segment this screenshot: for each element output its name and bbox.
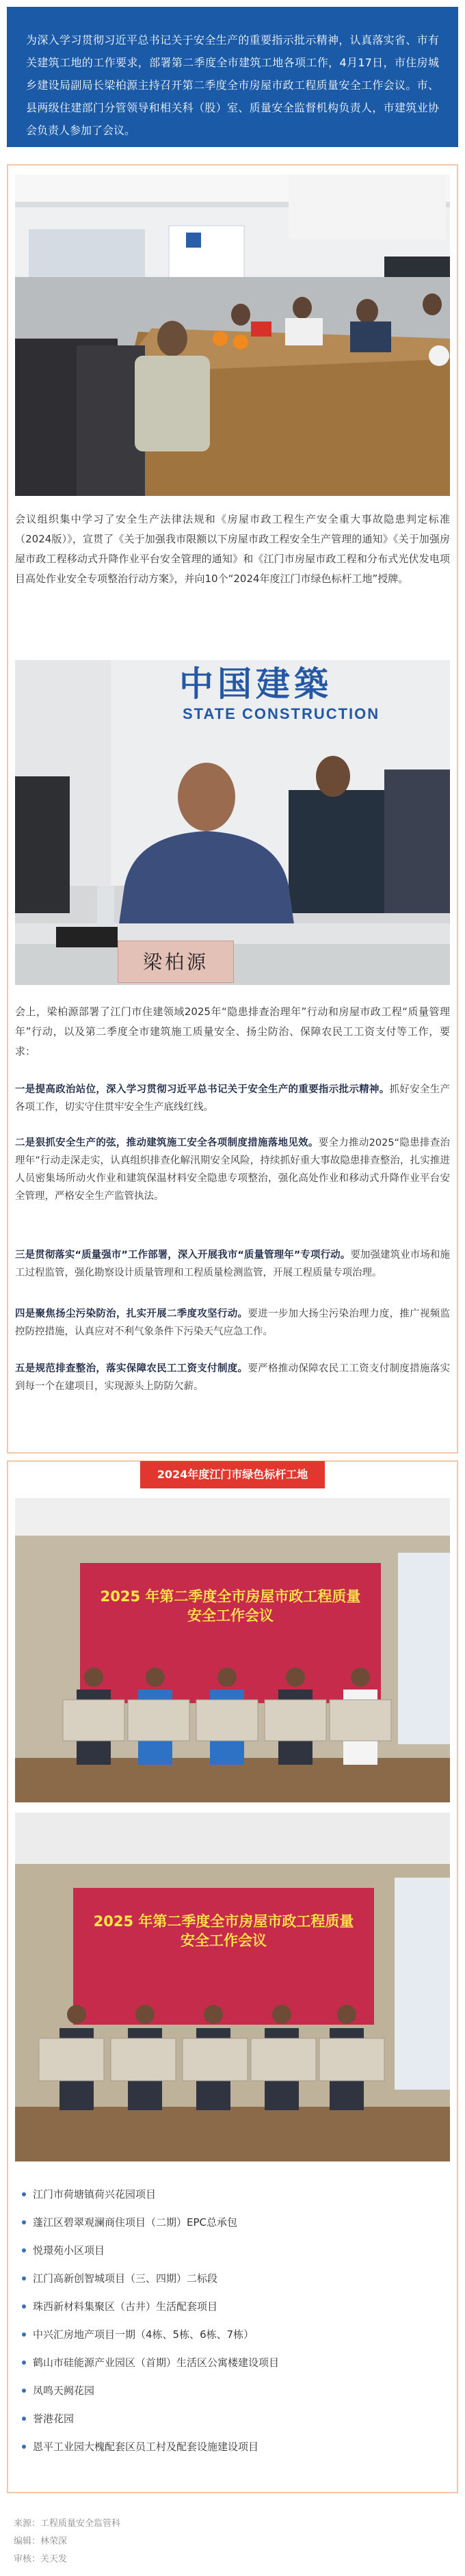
award-illustration-2 [15,1813,450,2161]
bullet-icon [22,2389,26,2393]
bullet-icon [22,2445,26,2449]
list-item [22,2209,446,2237]
award-photo-2 [15,1813,450,2161]
rule-item [15,1305,450,1341]
rule-body: 要进一步加大扬尘污染治理力度，推广视频监控防控措施，认真应对不利气象条件下污染天气应急工作。 [15,1309,450,1337]
bullet-icon [22,2304,26,2309]
list-item [22,2181,446,2209]
bullet-icon [22,2417,26,2421]
name-plate-text: 梁柏源 [142,951,209,973]
logo-en-text: STATE CONSTRUCTION [183,705,380,722]
footer-reviewer: 审核：关天发 [14,2554,68,2564]
rule-body: 要严格推动保障农民工工资支付制度措施落实到每一个在建项目，实现源头上防防欠薪。 [15,1363,450,1392]
intro-text: 为深入学习贯彻习近平总书记关于安全生产的重要指示批示精神，认真落实省、市有关建筑工地的工作要求，部署第二季度全市建筑工地各项工作，4月17日，市住房城乡建设局副局长梁柏源主持召开第二季度全市房屋市政工程质量安全工作会议。市、县两级住建部门分管领导和相关科（股）室、质量安全监督机构负责人，市建筑业协会负责人参加了会议。 [26,34,439,137]
list-item [22,2237,446,2265]
rule-title: 二是狠抓安全生产的弦，推动建筑施工安全各项制度措施落地见效。 [15,1138,319,1148]
project-name: 珠西新材料集聚区（古井）生活配套项目 [33,2300,218,2313]
rule-item [15,1246,450,1282]
project-name: 中兴汇房地产项目一期（4栋、5栋、6栋、7栋） [33,2328,254,2341]
bullet-icon [22,2276,26,2281]
list-item [22,2405,446,2433]
rule-body: 抓好安全生产各项工作，切实守住贯牢安全生产底线红线。 [15,1084,451,1113]
project-list [22,2181,446,2461]
rule-item [15,1360,450,1395]
speaker-name-plate [118,941,234,983]
bullet-icon [22,2220,26,2224]
logo-cn-text: 中国建築 [179,663,332,704]
company-logo [179,663,450,732]
paragraph-deploy: 会上，梁柏源部署了江门市住建领域2025年“隐患排查治理年”行动和房屋市政工程“质量管理年”行动，以及第二季度全市建筑施工质量安全、扬尘防治、保障农民工工资支付等工作，要求： [15,1006,450,1057]
rule-body: 要全力推动2025“隐患排查治理年”行动走深走实，认真组织排查化解汛期安全风险，持续抓好重大事故隐患排查整治，扎实推进人员密集场所动火作业和建筑保温材料安全隐患专项整治，强化高处作业和移动式升降作业平台安全管理，严格安全生产监管执法。 [15,1138,450,1202]
intro-box [7,7,458,147]
project-name: 江门市荷塘镇荷兴花园项目 [33,2188,157,2200]
award-photo-1 [15,1498,450,1802]
footer-source: 来源：工程质量安全监管科 [14,2519,121,2529]
bullet-icon [22,2248,26,2252]
rule-body: 要加强建筑业市场和施工过程监管，强化勘察设计质量管理和工程质量检测监管，开展工程质量专项治理。 [15,1250,451,1278]
project-name: 江门高新创智城项目（三、四期）二标段 [33,2272,218,2285]
rule-item [15,1134,450,1205]
rule-title: 四是聚焦扬尘污染防治，扎实开展二季度攻坚行动。 [15,1309,248,1319]
meeting-banner-2: 2025 年第二季度全市房屋市政工程质量安全工作会议 [93,1913,354,1949]
project-name: 悦璟苑小区项目 [33,2244,105,2257]
project-name: 恩平工业园大槐配套区员工村及配套设施建设项目 [33,2441,259,2453]
meeting-banner-1: 2025 年第二季度全市房屋市政工程质量安全工作会议 [100,1588,361,1624]
list-item [22,2433,446,2461]
project-name: 凤鸣天阙花园 [33,2384,95,2397]
footer-editor: 编辑：林荣深 [14,2536,68,2547]
meeting-room-illustration [15,174,450,496]
award-section-title: 2024年度江门市绿色标杆工地 [140,1461,325,1488]
rule-title: 一是提高政治站位，深入学习贯彻习近平总书记关于安全生产的重要指示批示精神。 [15,1084,390,1095]
bullet-icon [22,2192,26,2196]
meeting-room-photo [15,174,450,496]
award-illustration-1 [15,1498,450,1802]
list-item [22,2293,446,2321]
rule-title: 三是贯彻落实“质量强市”工作部署，深入开展我市“质量管理年”专项行动。 [15,1250,351,1261]
bullet-icon [22,2332,26,2337]
list-item [22,2265,446,2293]
bullet-icon [22,2361,26,2365]
list-item [22,2349,446,2377]
rule-title: 五是规范排查整治，落实保障农民工工资支付制度。 [15,1363,248,1374]
list-item [22,2377,446,2405]
project-name: 蓬江区碧翠观澜商住项目（二期）EPC总承包 [33,2216,237,2229]
project-name: 鹤山市硅能源产业园区（首期）生活区公寓楼建设项目 [33,2356,280,2369]
rule-item [15,1081,450,1116]
speaker-photo [15,660,450,985]
project-name: 誉港花园 [33,2413,75,2425]
paragraph-study: 会议组织集中学习了安全生产法律法规和《房屋市政工程生产安全重大事故隐患判定标准（2024版）》，宣贯了《关于加强我市限额以下房屋市政工程安全生产管理的通知》《关于加强房屋市政工程移动式升降作业平台安全管理的通知》和《江门市房屋市政工程和分布式光伏发电项目高处作业安全专项整治行动方案》，并向10个“2024年度江门市绿色标杆工地”授牌。 [15,513,450,585]
list-item [22,2321,446,2349]
